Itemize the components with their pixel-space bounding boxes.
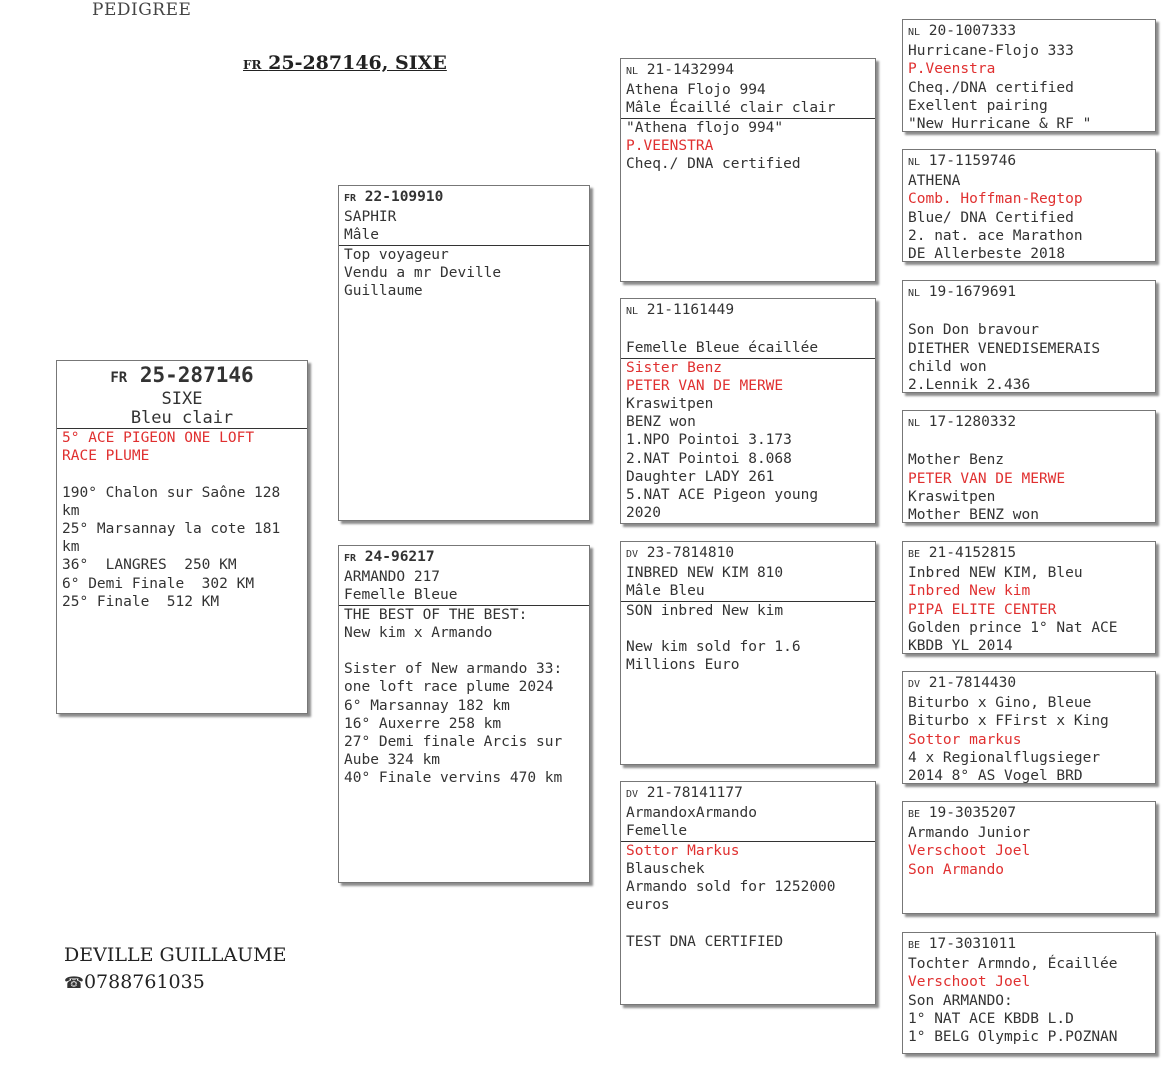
- great-grandparent-note: [908, 303, 1150, 321]
- grandparent-ring-number: 21-78141177: [646, 785, 743, 801]
- title-country-prefix: FR: [243, 58, 262, 72]
- grandparent-card: [620, 298, 876, 524]
- great-grandparent-ring: [908, 935, 1150, 955]
- dam-note: one loft race plume 2024: [344, 679, 554, 696]
- grandparent-note: SON inbred New kim: [626, 602, 784, 619]
- grandparent-note: PETER VAN DE MERWE: [626, 377, 784, 394]
- grandparent-note: TEST DNA CERTIFIED: [626, 933, 784, 950]
- great-grandparent-note: Son ARMANDO:: [908, 992, 1013, 1009]
- great-grandparent-note: KBDB YL 2014: [908, 638, 1013, 654]
- subject-result-line: km: [62, 539, 80, 556]
- dam-ring-number: 24-96217: [364, 549, 435, 565]
- grandparent-note: 5.NAT ACE Pigeon young: [626, 487, 819, 504]
- great-grandparent-note: 4 x Regionalflugsieger: [908, 749, 1101, 766]
- great-grandparent-note: 1° BELG Olympic P.POZNAN: [908, 1029, 1118, 1046]
- grandparent-ring: [626, 544, 870, 564]
- subject-result-line: 36° LANGRES 250 KM: [62, 557, 237, 574]
- great-grandparent-note: Comb. Hoffman-Regtop: [908, 191, 1083, 208]
- sire-name: SAPHIR: [344, 209, 397, 226]
- subject-header: [57, 363, 307, 429]
- great-grandparent-ring-number: 19-3035207: [928, 805, 1017, 821]
- great-grandparent-note: Hurricane-Flojo 333: [908, 43, 1074, 60]
- great-grandparent-country: BE: [908, 940, 921, 951]
- dam-note: 16° Auxerre 258 km: [344, 715, 502, 732]
- dam-note: 6° Marsannay 182 km: [344, 697, 510, 714]
- grandparent-note: 2020: [626, 505, 661, 522]
- great-grandparent-note: PIPA ELITE CENTER: [908, 601, 1057, 618]
- great-grandparent-country: NL: [908, 288, 921, 299]
- subject-name: SIXE: [161, 389, 203, 409]
- subject-result-line: km: [62, 502, 80, 519]
- great-grandparent-note: Biturbo x FFirst x King: [908, 713, 1109, 730]
- grandparent-card: [620, 781, 876, 1005]
- grandparent-note: Kraswitpen: [626, 396, 714, 412]
- grandparent-head-line: Mâle Écaillé clair clair: [621, 99, 875, 118]
- page-title: [243, 52, 447, 74]
- dam-country: FR: [344, 553, 357, 564]
- great-grandparent-ring-number: 17-3031011: [928, 936, 1017, 952]
- great-grandparent-ring-number: 17-1280332: [928, 414, 1017, 430]
- owner-phone: [64, 969, 286, 996]
- great-grandparent-ring: [908, 413, 1150, 433]
- grandparent-card: [620, 541, 876, 765]
- dam-note: New kim x Armando: [344, 624, 493, 641]
- great-grandparent-ring: [908, 22, 1150, 42]
- grandparent-note: Millions Euro: [626, 657, 740, 674]
- great-grandparent-note: Golden prince 1° Nat ACE: [908, 619, 1118, 636]
- great-grandparent-ring-number: 20-1007333: [928, 23, 1017, 39]
- great-grandparent-note: child won: [908, 358, 987, 375]
- owner-info: [64, 942, 286, 996]
- grandparent-ring-number: 21-1432994: [646, 62, 735, 78]
- dam-note: 27° Demi finale Arcis sur: [344, 734, 563, 751]
- great-grandparent-card: [902, 932, 1156, 1054]
- great-grandparent-note: Exellent pairing: [908, 97, 1048, 114]
- great-grandparent-ring: [908, 152, 1150, 172]
- great-grandparent-note: DIETHER VENEDISEMERAIS: [908, 340, 1101, 357]
- great-grandparent-card: [902, 149, 1156, 262]
- great-grandparent-note: Verschoot Joel: [908, 974, 1031, 991]
- grandparent-head-line: Mâle Bleu: [621, 582, 875, 601]
- subject-result-line: 190° Chalon sur Saône 128: [62, 484, 281, 501]
- sire-sex: Mâle: [339, 226, 589, 245]
- dam-note: [344, 642, 584, 660]
- dam-note: Sister of New armando 33:: [344, 661, 563, 678]
- great-grandparent-country: BE: [908, 549, 921, 560]
- subject-result-line: 25° Finale 512 KM: [62, 593, 220, 610]
- great-grandparent-note: Sottor markus: [908, 731, 1022, 748]
- great-grandparent-card: [902, 671, 1156, 784]
- grandparent-ring: [626, 301, 870, 321]
- subject-result-line: [62, 465, 302, 483]
- subject-card: [56, 360, 308, 714]
- great-grandparent-card: [902, 19, 1156, 132]
- grandparent-ring-number: 21-1161449: [646, 302, 735, 318]
- great-grandparent-card: [902, 410, 1156, 523]
- great-grandparent-note: Son Armando: [908, 861, 1005, 878]
- great-grandparent-country: NL: [908, 27, 921, 38]
- great-grandparent-note: Biturbo x Gino, Bleue: [908, 695, 1092, 712]
- grandparent-ring: [626, 61, 870, 81]
- great-grandparent-note: PETER VAN DE MERWE: [908, 470, 1066, 487]
- grandparent-country: NL: [626, 66, 639, 77]
- grandparent-note: [626, 914, 870, 932]
- dam-sex: Femelle Bleue: [339, 586, 589, 605]
- great-grandparent-note: P.Veenstra: [908, 61, 996, 78]
- grandparent-note: Cheq./ DNA certified: [626, 156, 801, 173]
- great-grandparent-note: "New Hurricane & RF ": [908, 116, 1092, 132]
- great-grandparent-note: Son Don bravour: [908, 322, 1039, 339]
- sire-note: Guillaume: [344, 283, 423, 300]
- great-grandparent-ring: [908, 544, 1150, 564]
- grandparent-head-line: Femelle Bleue écaillée: [621, 339, 875, 358]
- great-grandparent-note: Inbred NEW KIM, Bleu: [908, 565, 1083, 582]
- great-grandparent-note: 1° NAT ACE KBDB L.D: [908, 1010, 1074, 1027]
- grandparent-card: [620, 58, 876, 282]
- grandparent-note: 2.NAT Pointoi 8.068: [626, 450, 792, 467]
- great-grandparent-note: Tochter Armndo, Écaillée: [908, 956, 1118, 973]
- great-grandparent-ring: [908, 674, 1150, 694]
- grandparent-ring-number: 23-7814810: [646, 545, 735, 561]
- sire-ring: [344, 188, 584, 208]
- great-grandparent-note: 2.Lennik 2.436: [908, 377, 1031, 393]
- grandparent-note: Blauschek: [626, 860, 705, 877]
- great-grandparent-note: Mother Benz: [908, 452, 1005, 469]
- great-grandparent-card: [902, 541, 1156, 654]
- great-grandparent-ring-number: 19-1679691: [928, 284, 1017, 300]
- subject-achievement: 5° ACE PIGEON ONE LOFT: [62, 430, 255, 446]
- great-grandparent-ring-number: 21-4152815: [928, 545, 1017, 561]
- great-grandparent-ring-number: 21-7814430: [928, 675, 1017, 691]
- grandparent-ring: [626, 784, 870, 804]
- dam-note: Aube 324 km: [344, 752, 441, 769]
- grandparent-head-line: Athena Flojo 994: [626, 82, 766, 99]
- dam-note: THE BEST OF THE BEST:: [344, 606, 528, 623]
- great-grandparent-card: [902, 801, 1156, 914]
- grandparent-note: P.VEENSTRA: [626, 137, 714, 154]
- great-grandparent-ring-number: 17-1159746: [928, 153, 1017, 169]
- great-grandparent-ring: [908, 804, 1150, 824]
- title-ring-name: 25-287146, SIXE: [268, 52, 447, 74]
- great-grandparent-note: Blue/ DNA Certified: [908, 209, 1074, 226]
- subject-ring-number: 25-287146: [139, 363, 254, 387]
- great-grandparent-note: Inbred New kim: [908, 583, 1031, 600]
- great-grandparent-note: [908, 433, 1150, 451]
- grandparent-note: "Athena flojo 994": [626, 119, 784, 136]
- grandparent-note: [626, 620, 870, 638]
- great-grandparent-country: BE: [908, 809, 921, 820]
- great-grandparent-ring: [908, 283, 1150, 303]
- grandparent-head-line: ArmandoxArmando: [626, 805, 757, 822]
- grandparent-note: Armando sold for 1252000: [626, 879, 836, 896]
- dam-ring: [344, 548, 584, 568]
- grandparent-head-line: [626, 321, 870, 339]
- grandparent-head-line: INBRED NEW KIM 810: [626, 565, 784, 582]
- great-grandparent-country: NL: [908, 418, 921, 429]
- subject-result-line: 25° Marsannay la cote 181: [62, 521, 281, 537]
- sire-card: [338, 185, 590, 521]
- grandparent-note: Daughter LADY 261: [626, 468, 775, 485]
- grandparent-note: Sottor Markus: [626, 842, 740, 859]
- subject-country: FR: [110, 370, 128, 386]
- subject-result-line: 6° Demi Finale 302 KM: [62, 575, 255, 592]
- great-grandparent-note: Kraswitpen: [908, 488, 996, 505]
- dam-card: [338, 545, 590, 883]
- owner-name: DEVILLE GUILLAUME: [64, 944, 287, 966]
- great-grandparent-note: Cheq./DNA certified: [908, 79, 1074, 96]
- great-grandparent-note: Mother BENZ won: [908, 507, 1039, 523]
- dam-note: 40° Finale vervins 470 km: [344, 770, 563, 787]
- sire-country: FR: [344, 193, 357, 204]
- great-grandparent-note: DE Allerbeste 2018: [908, 246, 1066, 262]
- telephone-icon: ☎: [64, 973, 84, 992]
- great-grandparent-country: NL: [908, 157, 921, 168]
- grandparent-note: euros: [626, 897, 670, 914]
- grandparent-country: DV: [626, 549, 639, 560]
- subject-color: Bleu clair: [130, 408, 234, 428]
- dam-name: ARMANDO 217: [344, 569, 441, 586]
- grandparent-country: DV: [626, 789, 639, 800]
- great-grandparent-note: Armando Junior: [908, 825, 1031, 842]
- great-grandparent-card: [902, 280, 1156, 393]
- grandparent-note: BENZ won: [626, 414, 696, 431]
- subject-achievement: RACE PLUME: [62, 448, 150, 465]
- grandparent-note: 1.NPO Pointoi 3.173: [626, 432, 792, 449]
- great-grandparent-country: DV: [908, 679, 921, 690]
- grandparent-note: New kim sold for 1.6: [626, 639, 801, 655]
- sire-note: Vendu a mr Deville: [344, 264, 502, 281]
- great-grandparent-note: 2014 8° AS Vogel BRD: [908, 768, 1083, 784]
- subject-ring: [62, 363, 302, 390]
- page-heading: PEDIGREE: [92, 0, 192, 20]
- owner-phone-number: 0788761035: [83, 971, 205, 993]
- sire-ring-number: 22-109910: [364, 189, 444, 205]
- great-grandparent-note: ATHENA: [908, 173, 961, 190]
- sire-note: Top voyageur: [344, 246, 449, 263]
- grandparent-head-line: Femelle: [621, 822, 875, 841]
- grandparent-country: NL: [626, 306, 639, 317]
- great-grandparent-note: Verschoot Joel: [908, 843, 1031, 860]
- grandparent-note: Sister Benz: [626, 359, 723, 376]
- great-grandparent-note: 2. nat. ace Marathon: [908, 227, 1083, 244]
